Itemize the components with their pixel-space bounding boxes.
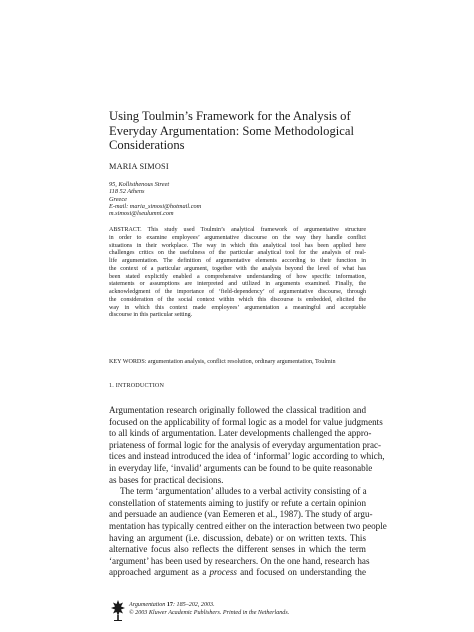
citation-line — [129, 601, 289, 609]
title-line: Everyday Argumentation: Some Methodological — [109, 123, 354, 138]
abstract-line: the consideration of the social context within which this discourse is embedded, elicited the — [109, 296, 366, 303]
publisher-logo-icon — [110, 599, 126, 621]
address-line: E-mail: maria_simosi@hotmail.com — [109, 202, 202, 210]
keywords: KEY WORDS: argumentation analysis, conflict resolution, ordinary argumentation, Toulmin — [109, 359, 336, 365]
title-line: Considerations — [109, 138, 185, 153]
abstract-line: in order to examine employees’ argumentative discourse on the way they handle conflict — [109, 234, 366, 241]
abstract-line: the context of a particular argument, together with the analysis beyond the level of what has — [109, 265, 366, 272]
journal-volume: 17 — [166, 602, 173, 608]
abstract-line: statements or assumptions are interpreted and utilized in arguments examined. Finally, the — [109, 281, 366, 288]
text-run: approached argument as a — [109, 567, 210, 578]
address-line: 118 52 Athens — [109, 188, 145, 196]
abstract-line: ABSTRACT. This study used Toulmin’s analytical framework of argumentative structure — [109, 227, 366, 233]
author-address — [109, 181, 201, 217]
abstract-line: life argumentation. The definition of argumentative elements according to their function in — [109, 258, 366, 264]
copyright-line: © 2003 Kluwer Academic Publishers. Printed in the Netherlands. — [129, 610, 290, 616]
journal-pages: : 185–202, 2003. — [172, 602, 215, 608]
paragraph-line: The term ‘argumentation’ alludes to a verbal activity consisting of a — [120, 486, 367, 497]
paragraph-line: in everyday life, ‘invalid’ arguments can be found to be quite reasonable — [109, 462, 373, 473]
address-line: m.simosi@lseulumni.com — [109, 210, 174, 218]
abstract-line: situations in their workplace. The way in which this analytical tool has been applied here — [109, 242, 366, 249]
paragraph-line: alternative focus also reflects the different senses in which the term — [109, 544, 366, 555]
paragraph-line: constellation of statements aiming to justify or refute a certain opinion — [109, 497, 366, 508]
journal-footer — [129, 601, 289, 617]
paper-title — [109, 109, 409, 153]
section-heading: 1. INTRODUCTION — [109, 383, 165, 389]
paragraph-line: Argumentation research originally followed the classical tradition and — [109, 405, 366, 415]
paragraph-line: focused on the applicability of formal logic as a model for value judgments — [109, 416, 383, 427]
title-line: Using Toulmin’s Framework for the Analysis of — [109, 109, 351, 123]
address-line: Greece — [109, 195, 127, 203]
paragraph-line: to all kinds of argumentation. Later developments challenged the appro- — [109, 428, 372, 439]
abstract-line: been stated explicitly enabled a comprehensive understanding of how specific information, — [109, 273, 366, 280]
abstract — [109, 227, 366, 320]
address-line: 95, Kollisthenous Street — [109, 181, 170, 188]
author-name: MARIA SIMOSI — [109, 162, 169, 171]
paragraph-line: mentation has typically centred either on the interaction between two people — [109, 520, 387, 531]
paragraph-line: having an argument (i.e. discussion, debate) or on written texts. This — [109, 532, 366, 543]
paragraph-line: and persuade an audience (van Eemeren et al., 1987). The study of argu- — [109, 509, 373, 520]
text-run: and focused on understanding the — [236, 567, 366, 578]
journal-name: Argumentation — [129, 602, 166, 608]
abstract-line: acknowledgment of the importance of ‘field-dependency’ of argumentative discourse, through — [109, 289, 366, 295]
paragraph-line: as bases for practical decisions. — [109, 474, 224, 485]
paragraph-line: tices and instead introduced the idea of ‘informal’ logic according to which, — [109, 451, 385, 462]
abstract-line: discourse in this particular setting. — [109, 312, 193, 319]
abstract-line: challenges critics on the usefulness of the particular analytical tool for the analysis of real- — [109, 250, 366, 257]
body-text — [109, 405, 387, 579]
paragraph-line: ‘argument’ has been used by researchers. On the one hand, research has — [109, 555, 370, 566]
paragraph-line: priateness of formal logic for the analysis of everyday argumentation prac- — [109, 439, 382, 450]
emphasis-text: process — [209, 567, 237, 578]
abstract-line: way in which this context made employees’ argumentation a meaningful and acceptable — [109, 304, 366, 311]
paragraph-line — [109, 567, 366, 579]
